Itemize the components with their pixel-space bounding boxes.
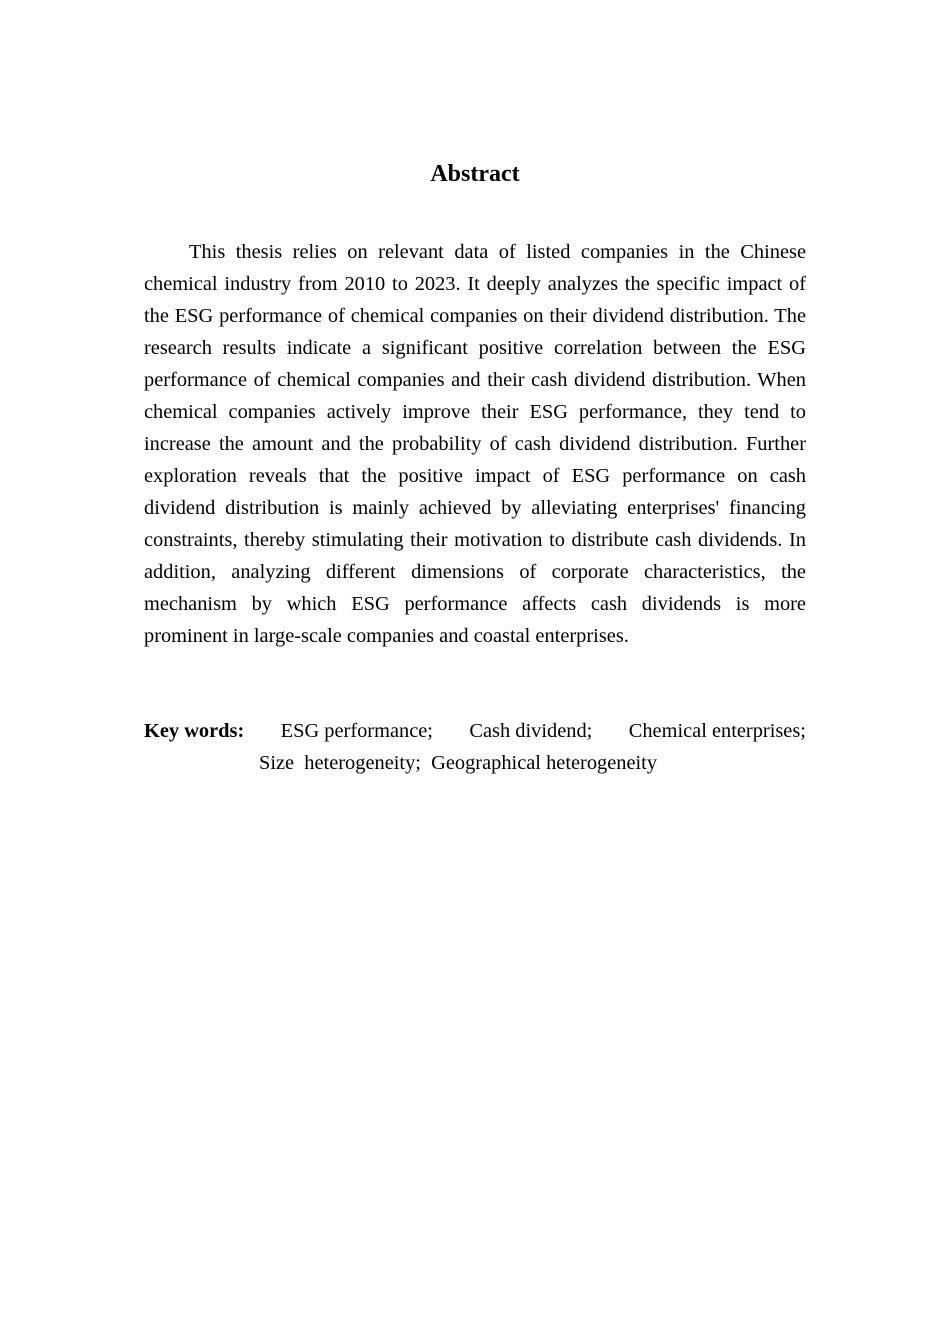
keywords-line-1 (144, 715, 806, 747)
abstract-body: This thesis relies on relevant data of listed companies in the Chinese chemical industry from 2010 to 2023. It deeply analyzes the specific impact of the ESG performance of chemical companies on their dividend distribution. The research results indicate a significant positive correlation between the ESG performance of chemical companies and their cash dividend distribution. When chemical companies actively improve their ESG performance, they tend to increase the amount and the probability of cash dividend distribution. Further exploration reveals that the positive impact of ESG performance on cash dividend distribution is mainly achieved by alleviating enterprises' financing constraints, thereby stimulating their motivation to distribute cash dividends. In addition, analyzing different dimensions of corporate characteristics, the mechanism by which ESG performance affects cash dividends is more prominent in large-scale companies and coastal enterprises. (144, 241, 806, 647)
keywords-line-2 (144, 747, 806, 779)
keyword-item: Size heterogeneity; (259, 752, 421, 774)
keywords-section (144, 715, 806, 779)
keyword-item: Cash dividend; (469, 720, 593, 742)
keyword-item: Chemical enterprises; (628, 720, 806, 742)
keyword-item: ESG performance; (280, 720, 433, 742)
keywords-label: Key words: (144, 720, 245, 742)
keyword-item: Geographical heterogeneity (431, 752, 658, 774)
abstract-title: Abstract (430, 161, 520, 187)
